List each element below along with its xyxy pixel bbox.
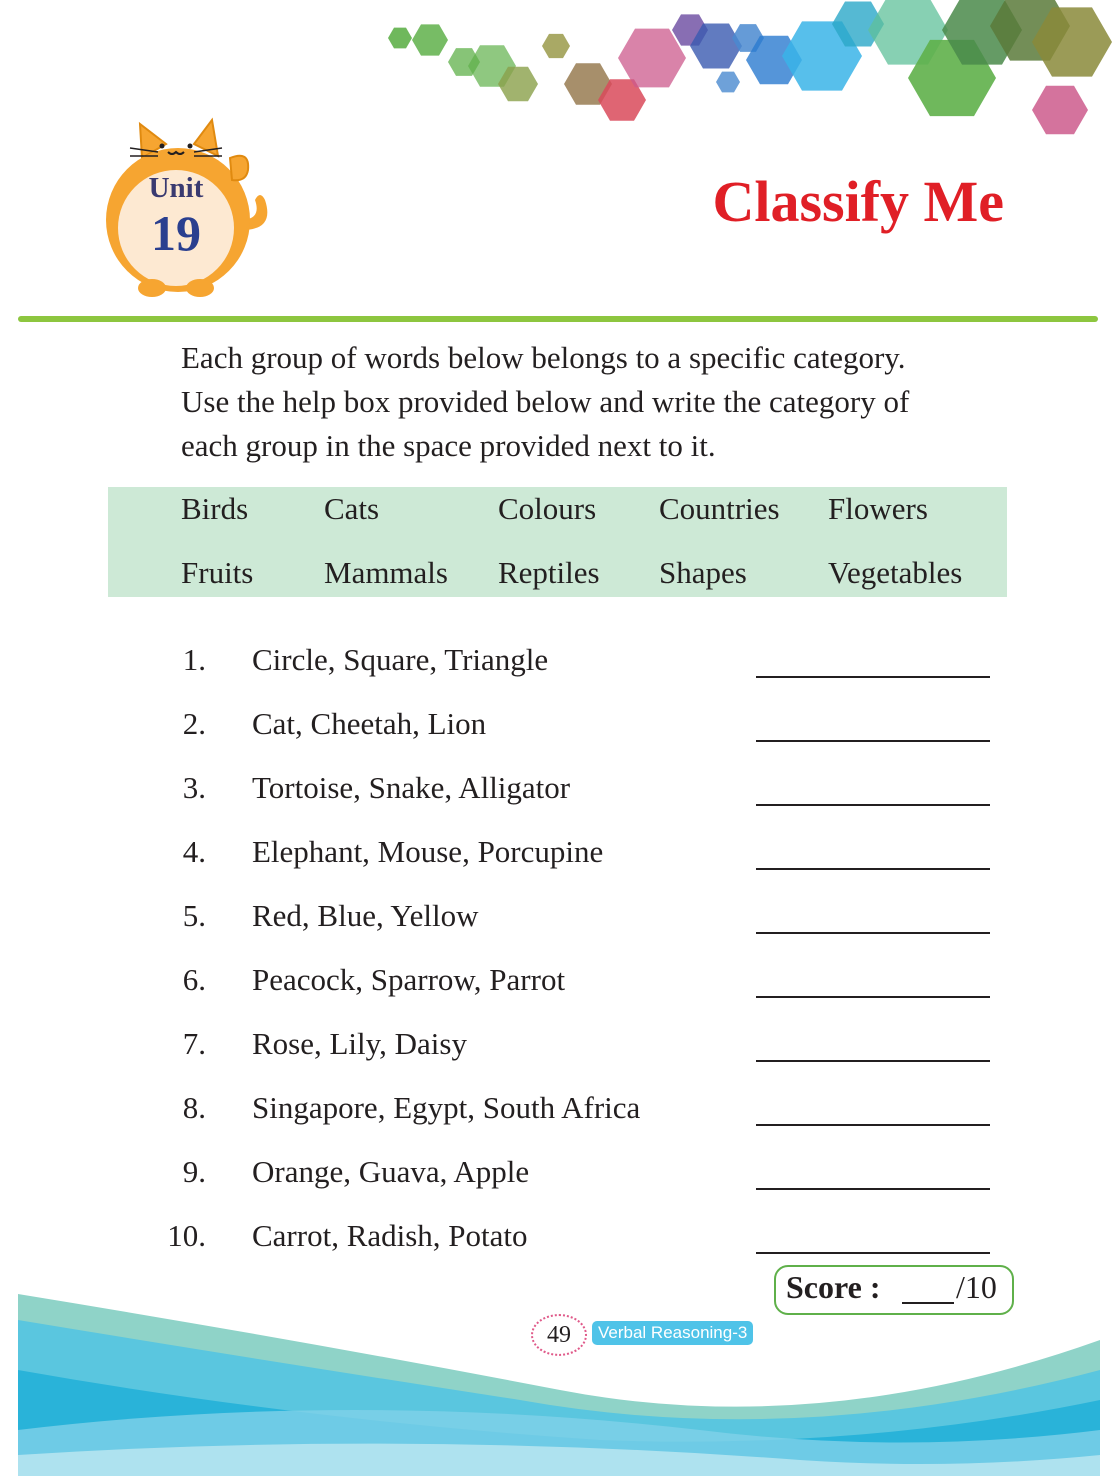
question-number: 6. (182, 962, 206, 997)
question-text: Tortoise, Snake, Alligator (252, 770, 571, 805)
help-word: Flowers (828, 491, 928, 526)
question-row (0, 704, 1116, 754)
question-text: Circle, Square, Triangle (252, 642, 549, 677)
answer-blank[interactable] (756, 740, 990, 742)
help-word: Birds (181, 491, 249, 526)
help-word: Shapes (659, 555, 747, 590)
answer-blank[interactable] (756, 804, 990, 806)
question-number: 2. (182, 706, 206, 741)
question-text: Carrot, Radish, Potato (252, 1218, 528, 1253)
help-box (108, 487, 1007, 597)
hexagon-shape (618, 29, 686, 88)
hexagon-shape (388, 28, 412, 49)
question-number: 1. (182, 642, 206, 677)
question-number: 3. (182, 770, 206, 805)
question-text: Peacock, Sparrow, Parrot (252, 962, 566, 997)
help-word: Cats (324, 491, 380, 526)
question-number: 9. (182, 1154, 206, 1189)
question-text: Cat, Cheetah, Lion (252, 706, 487, 741)
instructions (181, 336, 1041, 468)
help-word: Reptiles (498, 555, 600, 590)
question-number: 4. (182, 834, 206, 869)
question-row (0, 960, 1116, 1010)
page-title: Classify Me (712, 169, 1004, 234)
question-row (0, 832, 1116, 882)
answer-blank[interactable] (756, 996, 990, 998)
question-number: 7. (182, 1026, 206, 1061)
question-row (0, 1024, 1116, 1074)
instruction-line: Each group of words below belongs to a specific category. (181, 340, 906, 375)
answer-blank[interactable] (756, 1188, 990, 1190)
question-text: Singapore, Egypt, South Africa (252, 1090, 641, 1125)
help-word: Vegetables (828, 555, 963, 590)
hexagon-shape (716, 72, 740, 93)
question-number: 5. (182, 898, 206, 933)
book-title: Verbal Reasoning-3 (592, 1321, 753, 1345)
question-text: Rose, Lily, Daisy (252, 1026, 467, 1061)
instruction-line: Use the help box provided below and write the category of (181, 384, 910, 419)
answer-blank[interactable] (756, 932, 990, 934)
help-word: Mammals (324, 555, 448, 590)
question-text: Red, Blue, Yellow (252, 898, 479, 933)
question-row (0, 896, 1116, 946)
question-text: Elephant, Mouse, Porcupine (252, 834, 604, 869)
hexagon-shape (542, 34, 570, 58)
answer-blank[interactable] (756, 1060, 990, 1062)
instruction-line: each group in the space provided next to it. (181, 428, 716, 463)
hexagon-shape (412, 24, 448, 55)
help-word: Colours (498, 491, 597, 526)
question-number: 8. (182, 1090, 206, 1125)
score-blank[interactable] (902, 1302, 954, 1304)
page-number: 49 (531, 1314, 587, 1356)
title-divider (18, 316, 1098, 322)
help-word: Countries (659, 491, 780, 526)
answer-blank[interactable] (756, 868, 990, 870)
question-number: 10. (167, 1218, 206, 1253)
question-text: Orange, Guava, Apple (252, 1154, 530, 1189)
question-row (0, 768, 1116, 818)
hexagon-shape (1032, 86, 1088, 134)
question-row (0, 1088, 1116, 1138)
answer-blank[interactable] (756, 676, 990, 678)
answer-blank[interactable] (756, 1252, 990, 1254)
answer-blank[interactable] (756, 1124, 990, 1126)
unit-label: Unit (148, 172, 204, 204)
unit-number: 19 (151, 205, 201, 261)
score-total: /10 (956, 1269, 997, 1305)
help-word: Fruits (181, 555, 254, 590)
score-box (774, 1265, 1014, 1315)
question-row (0, 1216, 1116, 1266)
question-row (0, 640, 1116, 690)
question-row (0, 1152, 1116, 1202)
score-label: Score : (786, 1269, 881, 1305)
